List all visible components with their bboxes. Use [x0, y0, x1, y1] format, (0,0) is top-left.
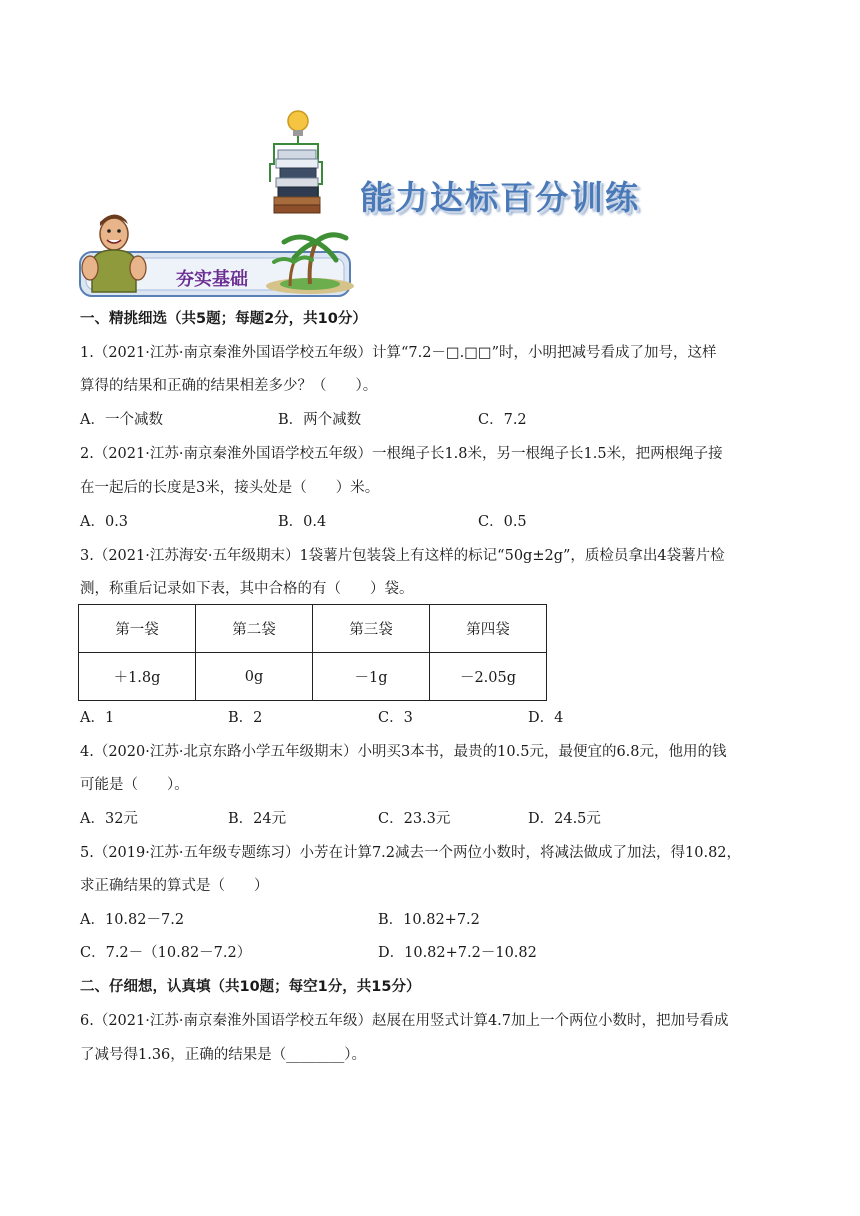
- question-4-option-a[interactable]: A．32元: [80, 811, 138, 827]
- question-1-line-1: 1.（2021·江苏·南京秦淮外国语学校五年级）计算“7.2－□.□□”时，小明把减号看成了加号，这样: [80, 345, 717, 361]
- table-cell: 0g: [196, 653, 313, 701]
- table-row: [79, 653, 547, 701]
- question-1-option-b[interactable]: B．两个减数: [278, 412, 362, 428]
- table-cell: －2.05g: [430, 653, 547, 701]
- table-header-cell: 第四袋: [430, 605, 547, 653]
- question-3-option-b[interactable]: B．2: [228, 710, 263, 726]
- question-3-option-a[interactable]: A．1: [80, 710, 115, 726]
- table-header-cell: 第二袋: [196, 605, 313, 653]
- question-5-line-1: 5.（2019·江苏·五年级专题练习）小芳在计算7.2减去一个两位小数时，将减法做成了加法，得10.82，: [80, 845, 742, 861]
- question-5-line-2: 求正确结果的算式是（ ）: [80, 878, 269, 894]
- question-3-line-1: 3.（2021·江苏海安·五年级期末）1袋薯片包装袋上有这样的标记“50g±2g”，质检员拿出4袋薯片检: [80, 548, 725, 564]
- question-6-line-2[interactable]: 了减号得1.36，正确的结果是（________）。: [80, 1047, 367, 1063]
- question-3-line-2: 测，称重后记录如下表，其中合格的有（ ）袋。: [80, 581, 414, 597]
- weight-deviation-table: [78, 604, 547, 701]
- question-4-line-2: 可能是（ ）。: [80, 777, 189, 793]
- question-1-line-2: 算得的结果和正确的结果相差多少？（ ）。: [80, 378, 378, 394]
- question-2-option-a[interactable]: A．0.3: [80, 514, 129, 530]
- table-header-cell: 第三袋: [313, 605, 430, 653]
- question-2-line-2: 在一起后的长度是3米，接头处是（ ）米。: [80, 480, 380, 496]
- table-header-cell: 第一袋: [79, 605, 196, 653]
- question-6-line-1: 6.（2021·江苏·南京秦淮外国语学校五年级）赵展在用竖式计算4.7加上一个两位小数时，把加号看成: [80, 1013, 729, 1029]
- question-2-option-c[interactable]: C．0.5: [478, 514, 527, 530]
- question-4-option-c[interactable]: C．23.3元: [378, 811, 451, 827]
- question-4-option-d[interactable]: D．24.5元: [528, 811, 601, 827]
- question-4-line-1: 4.（2020·江苏·北京东路小学五年级期末）小明买3本书，最贵的10.5元，最便宜的6.8元，他用的钱: [80, 744, 727, 760]
- section-heading-1: 一、精挑细选（共5题；每题2分，共10分）: [80, 311, 367, 327]
- table-cell: －1g: [313, 653, 430, 701]
- question-4-option-b[interactable]: B．24元: [228, 811, 287, 827]
- question-5-option-b[interactable]: B．10.82+7.2: [378, 912, 480, 928]
- section-label: 夯实基础: [176, 269, 248, 290]
- question-2-line-1: 2.（2021·江苏·南京秦淮外国语学校五年级）一根绳子长1.8米，另一根绳子长1.5米，把两根绳子接: [80, 446, 723, 462]
- question-1-option-a[interactable]: A．一个减数: [80, 412, 163, 428]
- question-1-option-c[interactable]: C．7.2: [478, 412, 527, 428]
- question-2-option-b[interactable]: B．0.4: [278, 514, 327, 530]
- question-5-option-d[interactable]: D．10.82+7.2－10.82: [378, 945, 537, 961]
- question-5-option-c[interactable]: C．7.2－（10.82－7.2）: [80, 945, 252, 961]
- question-3-option-c[interactable]: C．3: [378, 710, 413, 726]
- section-heading-2: 二、仔细想，认真填（共10题；每空1分，共15分）: [80, 979, 421, 995]
- question-3-option-d[interactable]: D．4: [528, 710, 564, 726]
- worksheet-title: 能力达标百分训练: [360, 178, 640, 217]
- table-header-row: [79, 605, 547, 653]
- question-5-option-a[interactable]: A．10.82－7.2: [80, 912, 185, 928]
- table-cell: ＋1.8g: [79, 653, 196, 701]
